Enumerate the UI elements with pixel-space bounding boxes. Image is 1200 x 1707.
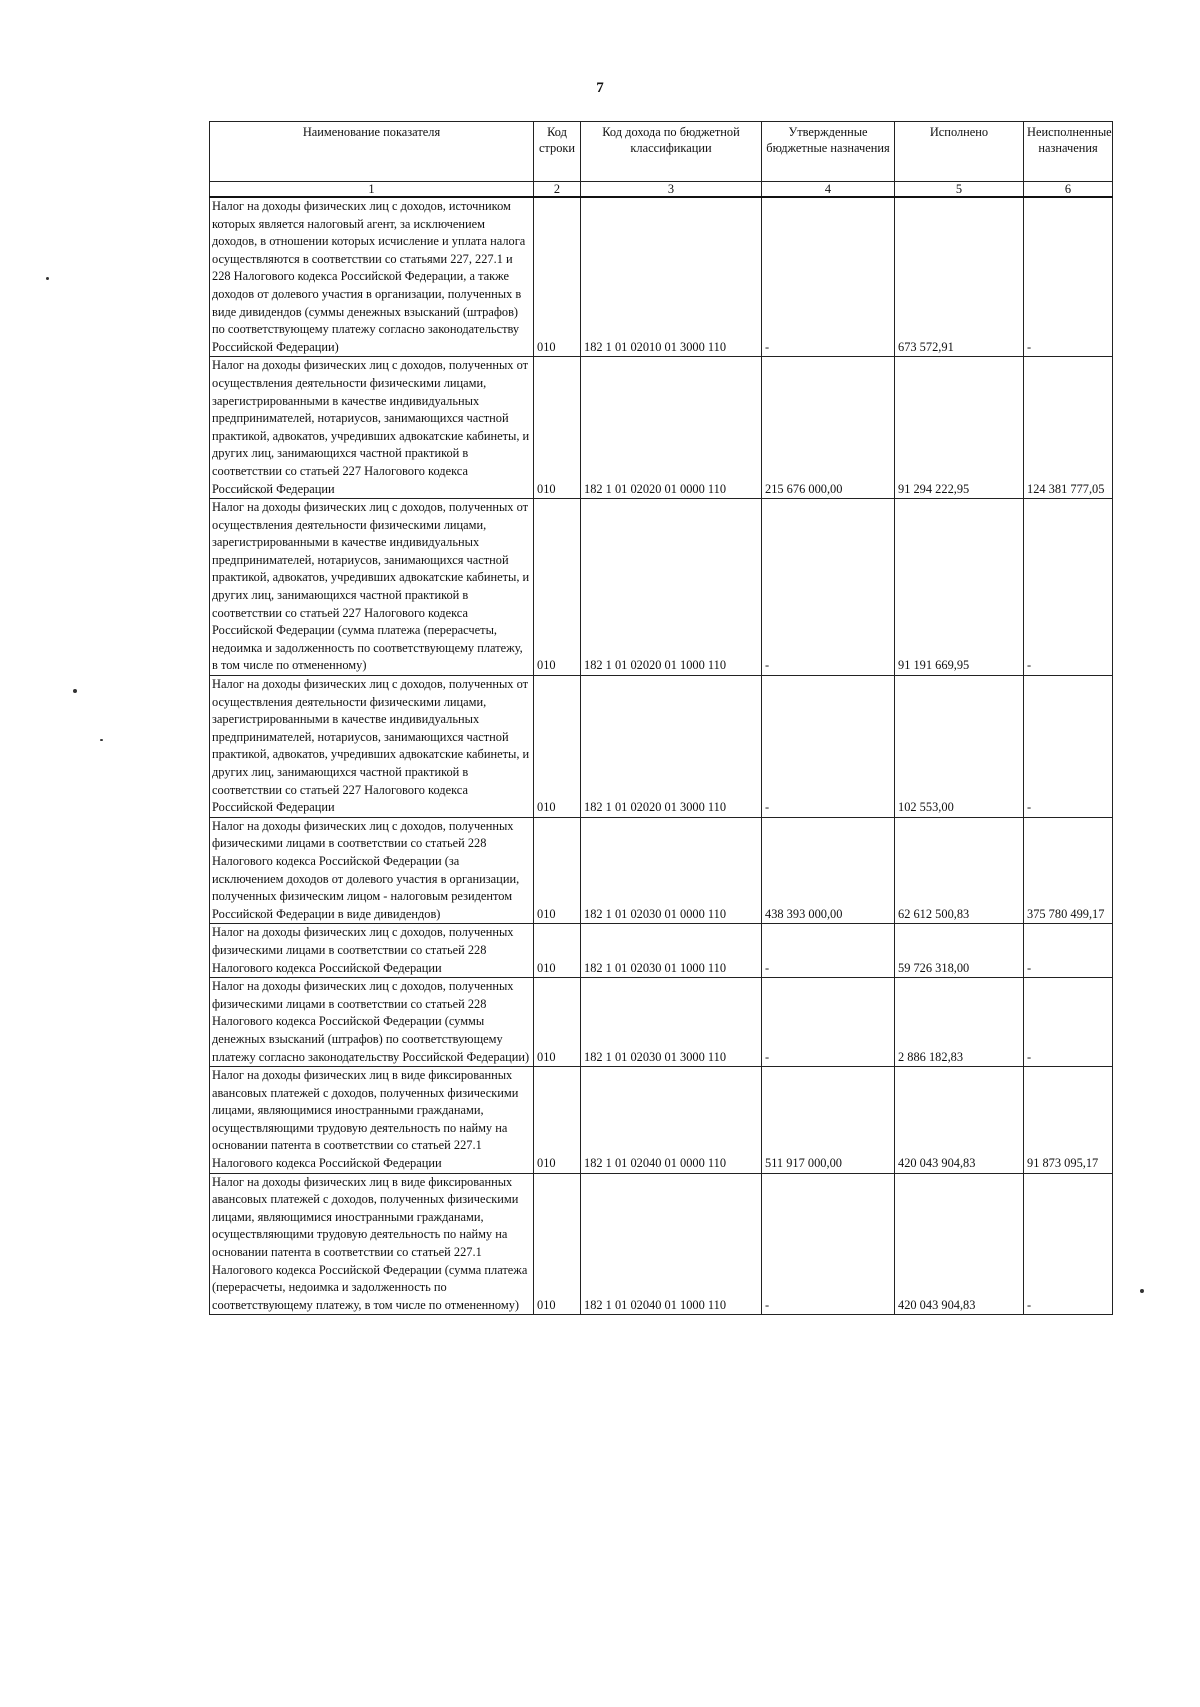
unexecuted-amount: 375 780 499,17: [1024, 817, 1113, 924]
budget-code: 182 1 01 02020 01 0000 110: [581, 357, 762, 499]
unexecuted-amount: -: [1024, 924, 1113, 978]
line-code: 010: [534, 676, 581, 818]
column-number: 5: [895, 182, 1024, 198]
executed-amount: 673 572,91: [895, 197, 1024, 357]
header-approved: Утвержденные бюджетные назначения: [762, 122, 895, 182]
executed-amount: 102 553,00: [895, 676, 1024, 818]
table-row: [210, 1067, 1113, 1174]
approved-amount: -: [762, 1173, 895, 1315]
budget-code: 182 1 01 02010 01 3000 110: [581, 197, 762, 357]
scan-speck: [73, 689, 77, 693]
budget-code: 182 1 01 02020 01 1000 110: [581, 499, 762, 676]
executed-amount: 91 191 669,95: [895, 499, 1024, 676]
header-executed: Исполнено: [895, 122, 1024, 182]
table-row: [210, 978, 1113, 1067]
executed-amount: 420 043 904,83: [895, 1173, 1024, 1315]
indicator-name: Налог на доходы физических лиц с доходов, полученных от осуществления деятельности физическими лицами, зарегистрированными в качестве индивидуальных предпринимателей, нотариусов, занимающихся частной практикой, адвокатов, учредивших адвокатские кабинеты, и других лиц, занимающихся частной практикой в соответствии со статьей 227 Налогового кодекса Российской Федерации: [210, 676, 534, 818]
table-row: [210, 924, 1113, 978]
scan-speck: [100, 739, 103, 741]
executed-amount: 62 612 500,83: [895, 817, 1024, 924]
executed-amount: 2 886 182,83: [895, 978, 1024, 1067]
header-indicator-name: Наименование показателя: [210, 122, 534, 182]
approved-amount: -: [762, 676, 895, 818]
indicator-name: Налог на доходы физических лиц в виде фиксированных авансовых платежей с доходов, полученных физическими лицами, являющимися иностранными гражданами, осуществляющими трудовую деятельность по найму на основании патента в соответствии со статьей 227.1 Налогового кодекса Российской Федерации (сумма платежа (перерасчеты, недоимка и задолженность по соответствующему платежу, в том числе по отмененному): [210, 1173, 534, 1315]
approved-amount: -: [762, 197, 895, 357]
column-number: 4: [762, 182, 895, 198]
table-row: [210, 1173, 1113, 1315]
indicator-name: Налог на доходы физических лиц с доходов, полученных физическими лицами в соответствии со статьей 228 Налогового кодекса Российской Федерации: [210, 924, 534, 978]
page-number: 7: [596, 80, 604, 96]
unexecuted-amount: 91 873 095,17: [1024, 1067, 1113, 1174]
approved-amount: 511 917 000,00: [762, 1067, 895, 1174]
income-report-table: [209, 121, 1113, 1315]
header-budget-code: Код дохода по бюджетной классификации: [581, 122, 762, 182]
budget-code: 182 1 01 02040 01 1000 110: [581, 1173, 762, 1315]
line-code: 010: [534, 499, 581, 676]
executed-amount: 420 043 904,83: [895, 1067, 1024, 1174]
indicator-name: Налог на доходы физических лиц с доходов, полученных от осуществления деятельности физическими лицами, зарегистрированными в качестве индивидуальных предпринимателей, нотариусов, занимающихся частной практикой, адвокатов, учредивших адвокатские кабинеты, и других лиц, занимающихся частной практикой в соответствии со статьей 227 Налогового кодекса Российской Федерации: [210, 357, 534, 499]
executed-amount: 91 294 222,95: [895, 357, 1024, 499]
scan-speck: [46, 277, 49, 280]
unexecuted-amount: -: [1024, 499, 1113, 676]
unexecuted-amount: -: [1024, 676, 1113, 818]
indicator-name: Налог на доходы физических лиц в виде фиксированных авансовых платежей с доходов, полученных физическими лицами, являющимися иностранными гражданами, осуществляющими трудовую деятельность по найму на основании патента в соответствии со статьей 227.1 Налогового кодекса Российской Федерации: [210, 1067, 534, 1174]
line-code: 010: [534, 357, 581, 499]
scan-speck: [1140, 1289, 1144, 1293]
table-header-row: [210, 122, 1113, 182]
budget-code: 182 1 01 02030 01 3000 110: [581, 978, 762, 1067]
indicator-name: Налог на доходы физических лиц с доходов, источником которых является налоговый агент, за исключением доходов, в отношении которых исчисление и уплата налога осуществляются в соответствии со статьями 227, 227.1 и 228 Налогового кодекса Российской Федерации, а также доходов от долевого участия в организации, полученных в виде дивидендов (суммы денежных взысканий (штрафов) по соответствующему платежу согласно законодательству Российской Федерации): [210, 197, 534, 357]
approved-amount: -: [762, 978, 895, 1067]
column-number: 2: [534, 182, 581, 198]
executed-amount: 59 726 318,00: [895, 924, 1024, 978]
column-number: 3: [581, 182, 762, 198]
unexecuted-amount: 124 381 777,05: [1024, 357, 1113, 499]
unexecuted-amount: -: [1024, 978, 1113, 1067]
indicator-name: Налог на доходы физических лиц с доходов, полученных физическими лицами в соответствии со статьей 228 Налогового кодекса Российской Федерации (за исключением доходов от долевого участия в организации, полученных физическим лицом - налоговым резидентом Российской Федерации в виде дивидендов): [210, 817, 534, 924]
column-number: 6: [1024, 182, 1113, 198]
column-number-row: [210, 182, 1113, 198]
table-row: [210, 357, 1113, 499]
approved-amount: 215 676 000,00: [762, 357, 895, 499]
budget-code: 182 1 01 02020 01 3000 110: [581, 676, 762, 818]
line-code: 010: [534, 924, 581, 978]
line-code: 010: [534, 1067, 581, 1174]
approved-amount: 438 393 000,00: [762, 817, 895, 924]
budget-code: 182 1 01 02030 01 0000 110: [581, 817, 762, 924]
line-code: 010: [534, 1173, 581, 1315]
table-row: [210, 197, 1113, 357]
indicator-name: Налог на доходы физических лиц с доходов, полученных от осуществления деятельности физическими лицами, зарегистрированными в качестве индивидуальных предпринимателей, нотариусов, занимающихся частной практикой, адвокатов, учредивших адвокатские кабинеты, и других лиц, занимающихся частной практикой в соответствии со статьей 227 Налогового кодекса Российской Федерации (сумма платежа (перерасчеты, недоимка и задолженность по соответствующему платежу, в том числе по отмененному): [210, 499, 534, 676]
header-line-code: Код строки: [534, 122, 581, 182]
indicator-name: Налог на доходы физических лиц с доходов, полученных физическими лицами в соответствии со статьей 228 Налогового кодекса Российской Федерации (суммы денежных взысканий (штрафов) по соответствующему платежу согласно законодательству Российской Федерации): [210, 978, 534, 1067]
budget-code: 182 1 01 02040 01 0000 110: [581, 1067, 762, 1174]
table-row: [210, 817, 1113, 924]
header-unexecuted: Неисполненные назначения: [1024, 122, 1113, 182]
approved-amount: -: [762, 499, 895, 676]
approved-amount: -: [762, 924, 895, 978]
unexecuted-amount: -: [1024, 197, 1113, 357]
line-code: 010: [534, 197, 581, 357]
unexecuted-amount: -: [1024, 1173, 1113, 1315]
budget-code: 182 1 01 02030 01 1000 110: [581, 924, 762, 978]
table-row: [210, 499, 1113, 676]
line-code: 010: [534, 978, 581, 1067]
table-row: [210, 676, 1113, 818]
column-number: 1: [210, 182, 534, 198]
line-code: 010: [534, 817, 581, 924]
